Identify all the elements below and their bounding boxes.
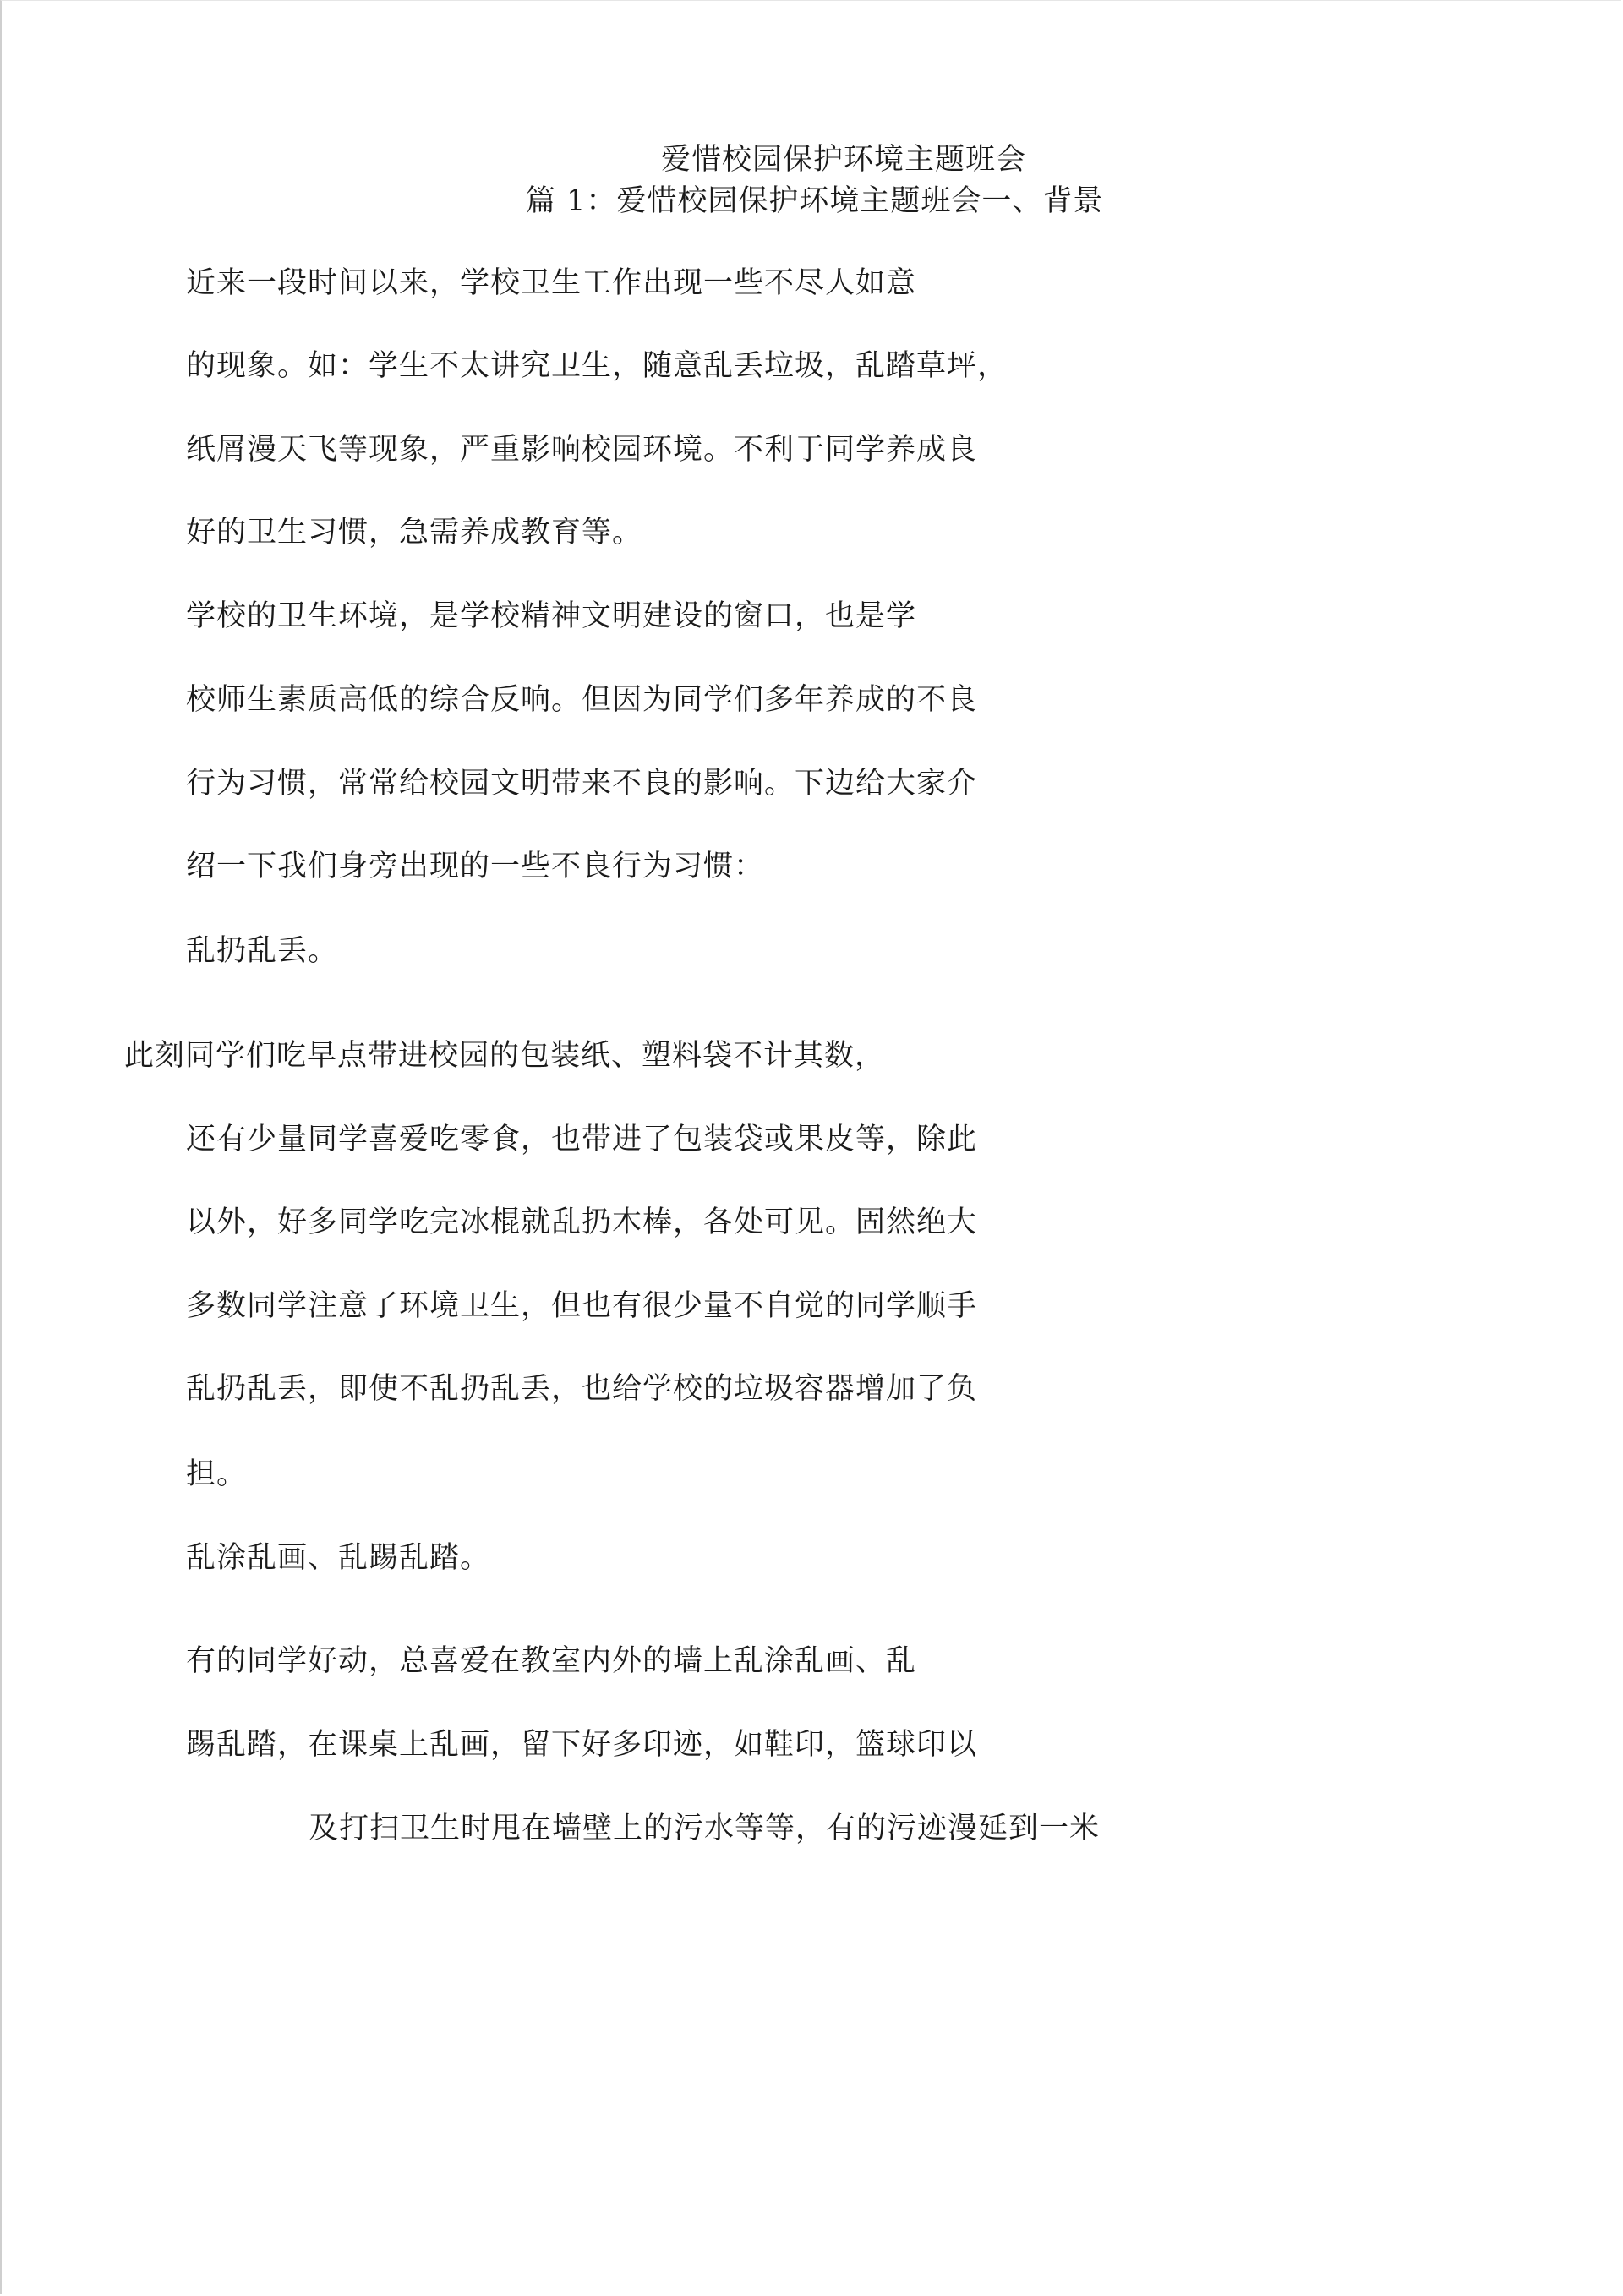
paragraph-line: 校师生素质高低的综合反响。但因为同学们多年养成的不良 bbox=[186, 683, 978, 717]
paragraph-line: 此刻同学们吃早点带进校园的包装纸、塑料袋不计其数， bbox=[124, 1039, 886, 1073]
paragraph-line: 有的同学好动，总喜爱在教室内外的墙上乱涂乱画、乱 bbox=[186, 1644, 917, 1678]
paragraph-line: 行为习惯，常常给校园文明带来不良的影响。下边给大家介 bbox=[186, 767, 978, 801]
paragraph-line: 担。 bbox=[186, 1457, 248, 1491]
paragraph-line: 学校的卫生环境，是学校精神文明建设的窗口，也是学 bbox=[186, 599, 917, 633]
paragraph-line: 绍一下我们身旁出现的一些不良行为习惯： bbox=[186, 850, 765, 883]
paragraph-line: 乱扔乱丢，即使不乱扔乱丢，也给学校的垃圾容器增加了负 bbox=[186, 1372, 978, 1406]
section-heading: 乱涂乱画、乱踢乱踏。 bbox=[186, 1541, 491, 1575]
paragraph-line: 踢乱踏，在课桌上乱画，留下好多印迹，如鞋印，篮球印以 bbox=[186, 1728, 978, 1762]
paragraph-line: 好的卫生习惯，急需养成教育等。 bbox=[186, 516, 643, 549]
paragraph-line: 近来一段时间以来，学校卫生工作出现一些不尽人如意 bbox=[186, 266, 917, 300]
paragraph-line: 及打扫卫生时甩在墙壁上的污水等等，有的污迹漫延到一米 bbox=[309, 1812, 1101, 1845]
page-title: 爱惜校园保护环境主题班会 bbox=[661, 143, 1027, 177]
paragraph-line: 以外，好多同学吃完冰棍就乱扔木棒，各处可见。固然绝大 bbox=[186, 1205, 978, 1239]
paragraph-line: 多数同学注意了环境卫生，但也有很少量不自觉的同学顺手 bbox=[186, 1289, 978, 1323]
paragraph-line: 的现象。如：学生不太讲究卫生，随意乱丢垃圾，乱踏草坪， bbox=[186, 349, 1008, 383]
paragraph-line: 纸屑漫天飞等现象，严重影响校园环境。不利于同学养成良 bbox=[186, 433, 978, 467]
section-heading: 乱扔乱丢。 bbox=[186, 934, 339, 968]
paragraph-line: 还有少量同学喜爱吃零食，也带进了包装袋或果皮等，除此 bbox=[186, 1123, 978, 1156]
page-subtitle: 篇 1：爱惜校园保护环境主题班会一、背景 bbox=[526, 184, 1104, 218]
